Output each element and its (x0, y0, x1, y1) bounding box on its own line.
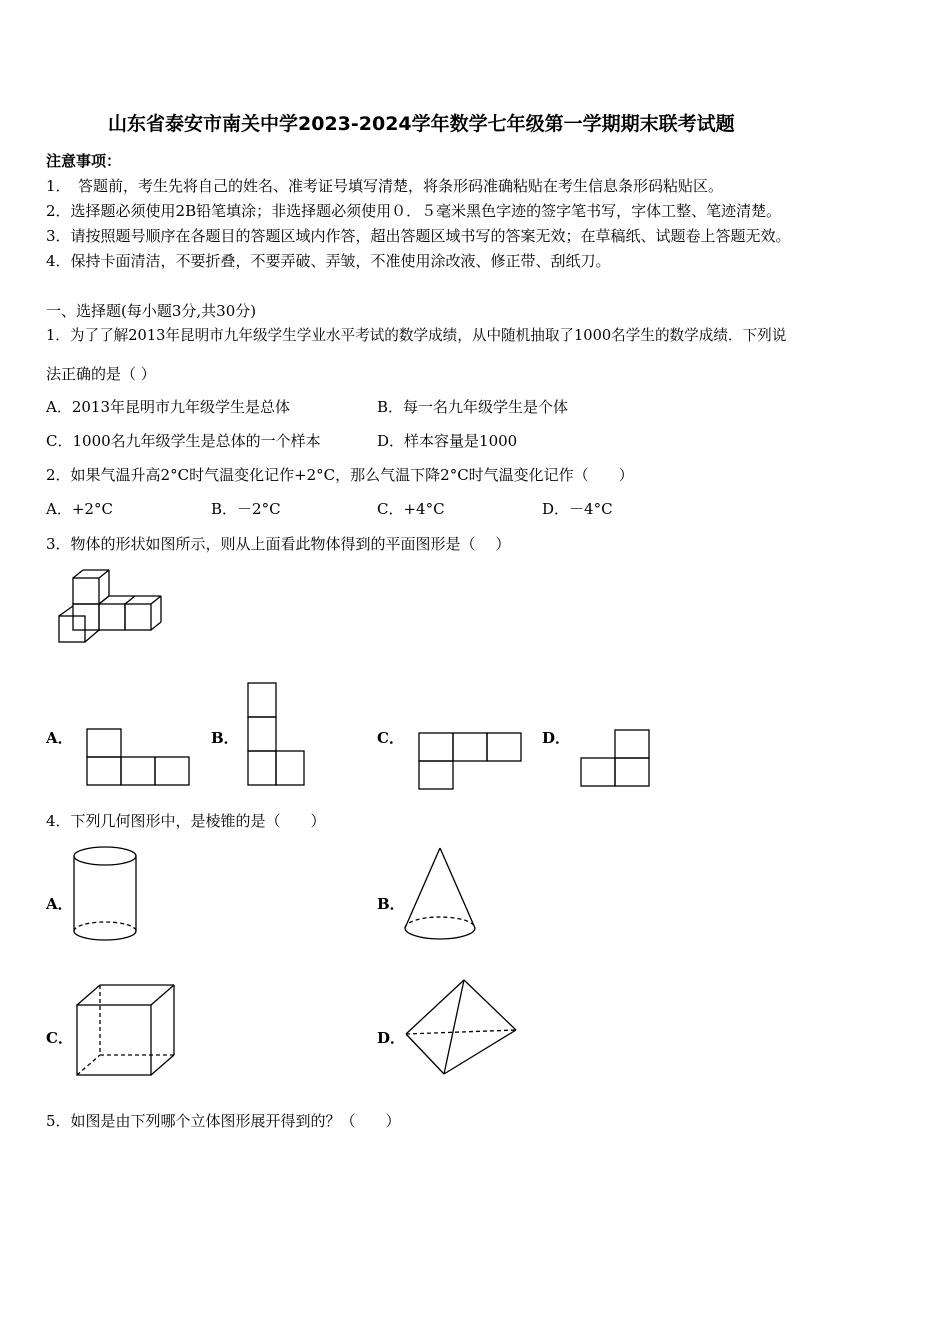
q2-option-d[interactable]: D．－4°C (542, 500, 613, 518)
notice-item-2: 2．选择题必须使用2B铅笔填涂；非选择题必须使用０．５毫米黑色字迹的签字笔书写，字体工整、笔迹清楚。 (46, 202, 782, 220)
q3-option-c-figure[interactable] (418, 732, 524, 792)
q4-option-c-label[interactable]: C． (46, 1029, 73, 1047)
q1-option-d[interactable]: D．样本容量是1000 (377, 432, 518, 450)
q3-option-c-label[interactable]: C． (377, 729, 404, 747)
q2-option-c[interactable]: C．+4°C (377, 500, 445, 518)
q3-option-a-figure[interactable] (85, 728, 195, 788)
page-title: 山东省泰安市南关中学2023-2024学年数学七年级第一学期期末联考试题 (108, 113, 735, 135)
q4-pyramid-figure[interactable] (402, 978, 522, 1078)
q1-stem-line1: 1．为了了解2013年昆明市九年级学生学业水平考试的数学成绩，从中随机抽取了1000名学生的数学成绩．下列说 (46, 327, 787, 344)
q1-option-c[interactable]: C．1000名九年级学生是总体的一个样本 (46, 432, 321, 450)
q4-cube-figure[interactable] (74, 983, 184, 1078)
q5-stem: 5．如图是由下列哪个立体图形展开得到的？（ ） (46, 1112, 401, 1130)
q4-cone-figure[interactable] (403, 846, 483, 946)
notice-item-4: 4．保持卡面清洁，不要折叠，不要弄破、弄皱，不准使用涂改液、修正带、刮纸刀。 (46, 252, 611, 270)
q4-option-a-label[interactable]: A． (46, 895, 73, 913)
section-heading: 一、选择题(每小题3分,共30分) (46, 302, 257, 320)
notice-heading: 注意事项： (46, 152, 122, 170)
q1-stem-line2: 法正确的是（ ） (46, 365, 156, 383)
q3-option-b-label[interactable]: B． (211, 729, 239, 747)
q2-option-a[interactable]: A．+2°C (46, 500, 113, 518)
q1-option-a[interactable]: A．2013年昆明市九年级学生是总体 (46, 398, 291, 416)
q2-stem: 2．如果气温升高2°C时气温变化记作+2°C，那么气温下降2°C时气温变化记作（ ） (46, 466, 634, 484)
q2-option-b[interactable]: B．－2°C (211, 500, 281, 518)
q3-option-b-figure[interactable] (246, 682, 306, 788)
notice-item-1: 1． 答题前，考生先将自己的姓名、准考证号填写清楚，将条形码准确粘贴在考生信息条形码粘贴区。 (46, 177, 724, 195)
q4-stem: 4．下列几何图形中，是棱锥的是（ ） (46, 812, 326, 830)
q3-stem: 3．物体的形状如图所示，则从上面看此物体得到的平面图形是（ ） (46, 535, 511, 553)
q3-option-d-figure[interactable] (579, 729, 653, 789)
q3-cube-stack-figure (55, 568, 175, 648)
q1-option-b[interactable]: B．每一名九年级学生是个体 (377, 398, 569, 416)
q4-cylinder-figure[interactable] (72, 845, 142, 945)
q4-option-d-label[interactable]: D． (377, 1029, 406, 1047)
q3-option-d-label[interactable]: D． (542, 729, 571, 747)
notice-item-3: 3．请按照题号顺序在各题目的答题区域内作答，超出答题区域书写的答案无效；在草稿纸、试题卷上答题无效。 (46, 227, 791, 245)
q3-option-a-label[interactable]: A． (46, 729, 73, 747)
q4-option-b-label[interactable]: B． (377, 895, 405, 913)
